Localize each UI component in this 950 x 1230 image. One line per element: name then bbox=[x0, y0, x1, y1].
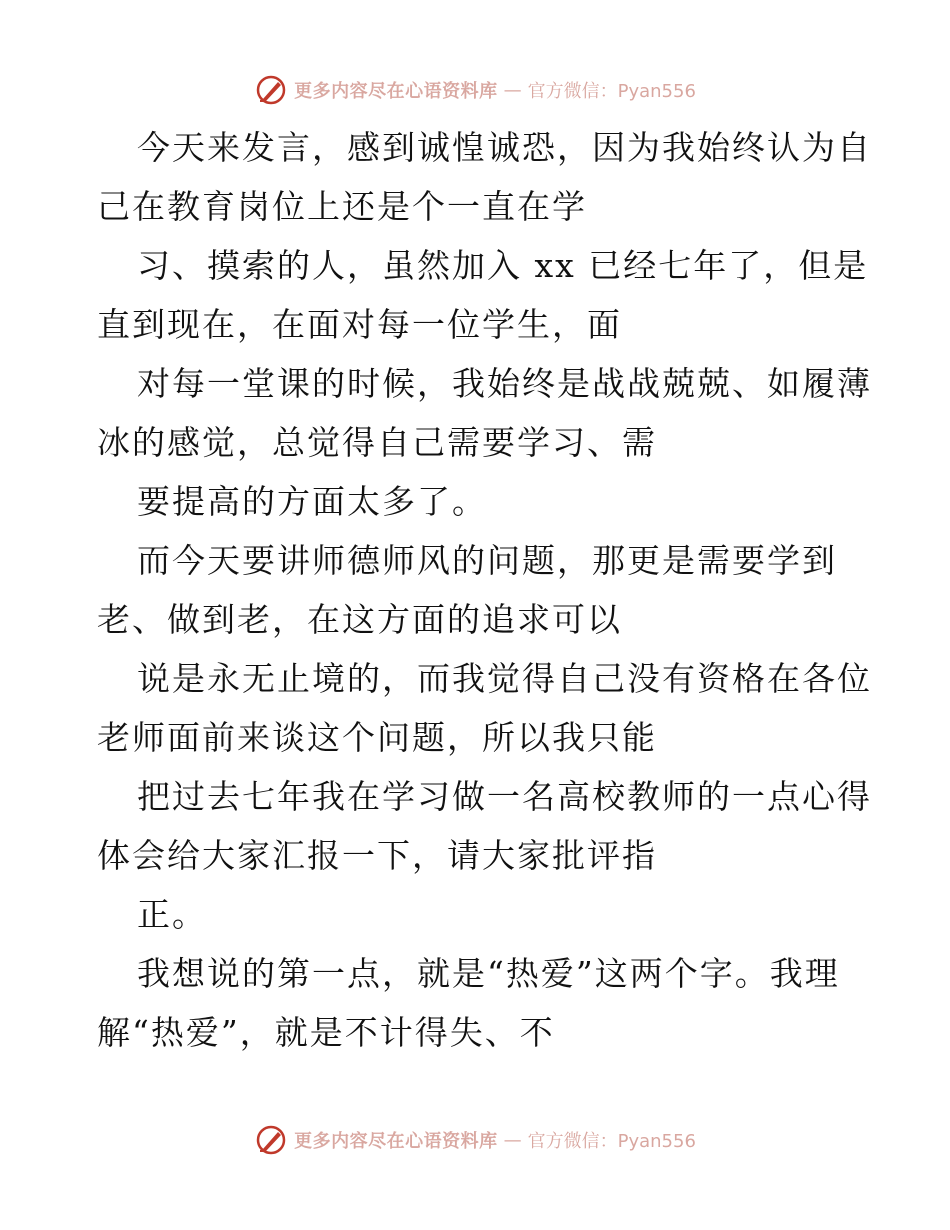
text-line: 要提高的方面太多了。 bbox=[137, 482, 487, 521]
quill-logo-icon bbox=[254, 73, 288, 107]
watermark-separator: — bbox=[503, 79, 522, 101]
footer-watermark bbox=[0, 1122, 950, 1158]
watermark-text: 更多内容尽在心语资料库 bbox=[294, 81, 498, 102]
watermark-wechat: 官方微信：Pyan556 bbox=[527, 1131, 696, 1152]
document-body bbox=[97, 118, 872, 1062]
text-line: 把过去七年我在学习做一名高校教师的一点心得 bbox=[137, 777, 872, 816]
text-line: 今天来发言，感到诚惶诚恐，因为我始终认为自 bbox=[137, 128, 872, 167]
text-line: 体会给大家汇报一下，请大家批评指 bbox=[97, 836, 657, 875]
text-line: 己在教育岗位上还是个一直在学 bbox=[97, 187, 587, 226]
text-line: 冰的感觉，总觉得自己需要学习、需 bbox=[97, 423, 657, 462]
watermark-separator: — bbox=[503, 1129, 522, 1151]
text-line: 直到现在，在面对每一位学生，面 bbox=[97, 305, 622, 344]
text-line: 说是永无止境的，而我觉得自己没有资格在各位 bbox=[137, 659, 872, 698]
text-line: 老师面前来谈这个问题，所以我只能 bbox=[97, 718, 657, 757]
text-line: 习、摸索的人，虽然加入 xx 已经七年了，但是 bbox=[137, 246, 869, 285]
text-line: 而今天要讲师德师风的问题，那更是需要学到 bbox=[137, 541, 837, 580]
text-line: 我想说的第一点，就是“热爱”这两个字。我理 bbox=[137, 954, 840, 993]
watermark-wechat: 官方微信：Pyan556 bbox=[527, 81, 696, 102]
text-line: 解“热爱”，就是不计得失、不 bbox=[97, 1013, 555, 1052]
watermark-text: 更多内容尽在心语资料库 bbox=[294, 1131, 498, 1152]
text-line: 正。 bbox=[137, 895, 207, 934]
quill-logo-icon bbox=[254, 1123, 288, 1157]
header-watermark bbox=[0, 72, 950, 108]
text-line: 老、做到老，在这方面的追求可以 bbox=[97, 600, 622, 639]
text-line: 对每一堂课的时候，我始终是战战兢兢、如履薄 bbox=[137, 364, 872, 403]
